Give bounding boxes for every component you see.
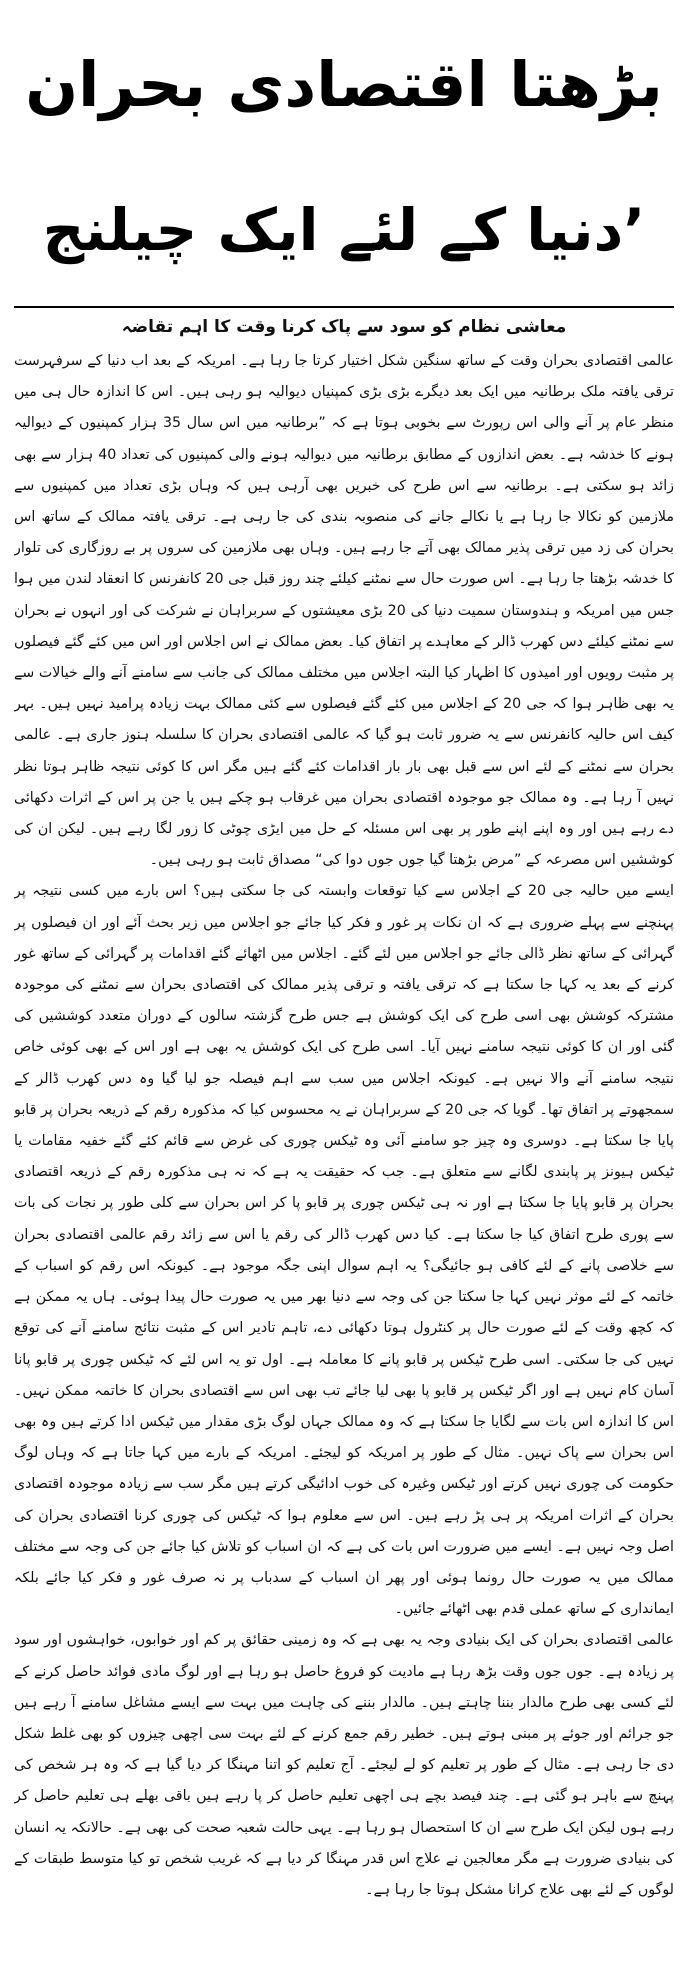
headline-line-1: بڑھتا اقتصادی بحران [25, 48, 663, 121]
article-paragraph-1: عالمی اقتصادی بحران وقت کے ساتھ سنگین شکل اختیار کرتا جا رہا ہے۔ امریکہ کے بعد اب دنیا کے سرفہرست ترقی یافتہ ملک برطانیہ میں ایک بعد دیگرے بڑی بڑی کمپنیاں دیوالیہ ہو رہی ہیں۔ اس کا اندازہ حال ہی میں منظر عام پر آنے والی اس رپورٹ سے بخوبی ہوتا ہے کہ ”برطانیہ میں اس سال 35 ہزار کمپنیوں کے دیوالیہ ہونے کا خدشہ ہے۔ بعض اندازوں کے مطابق برطانیہ میں دیوالیہ ہونے والی کمپنیوں کی تعداد 40 ہزار سے بھی زائد ہو سکتی ہے۔ برطانیہ سے اس طرح کی خبریں بھی آرہی ہیں کہ وہاں بڑی تعداد میں کمپنیوں سے ملازمین کو نکالا جا رہا ہے یا نکالے جانے کی منصوبہ بندی کی جا رہی ہے۔ ترقی یافتہ ممالک کے ساتھ اس بحران کی زد میں ترقی پذیر ممالک بھی آتے جا رہے ہیں۔ وہاں بھی ملازمین کی سروں پر بے روزگاری کی تلوار کا خدشہ بڑھتا جا رہا ہے۔ اس صورت حال سے نمٹنے کیلئے چند روز قبل جی 20 کانفرنس کا انعقاد لندن میں ہوا جس میں امریکہ و ہندوستان سمیت دنیا کی 20 بڑی معیشتوں کے سربراہان نے شرکت کی اور انہوں نے بحران سے نمٹنے کیلئے دس کھرب ڈالر کے معاہدے پر اتفاق کیا۔ بعض ممالک نے اس اجلاس اور اس میں کئے گئے فیصلوں پر مثبت رویوں اور امیدوں کا اظہار کیا البتہ اجلاس میں مختلف ممالک کی جانب سے سامنے آنے والے خیالات سے یہ بھی ظاہر ہوا کہ جی 20 کے اجلاس میں کئے گئے فیصلوں سے کئی ممالک بہت زیادہ پرامید نہیں ہیں۔ بہر کیف اس حالیہ کانفرنس سے یہ ضرور ثابت ہو گیا کہ عالمی اقتصادی بحران کا سلسلہ ہنوز جاری ہے۔ عالمی بحران سے نمٹنے کے لئے اس سے قبل بھی بار بار اقدامات کئے گئے ہیں مگر اس کا کوئی نتیجہ ظاہر ہوتا نظر نہیں آ رہا ہے۔ وہ ممالک جو موجودہ اقتصادی بحران میں غرقاب ہو چکے ہیں یا جن پر اس کے اثرات دکھائی دے رہے ہیں اور وہ اپنے اپنے طور پر بھی اس مسئلہ کے حل میں ایڑی چوٹی کا زور لگا رہے ہیں۔ لیکن ان کی کوششیں اس مصرعہ کے ”مرض بڑھتا گیا جوں جوں دوا کی“ مصداق ثابت ہو رہی ہیں۔ [14, 353, 674, 869]
article-body [14, 346, 674, 1980]
article-paragraph-2: ایسے میں حالیہ جی 20 کے اجلاس سے کیا توقعات وابستہ کی جا سکتی ہیں؟ اس بارے میں کسی نتیجہ پر پہنچنے سے پہلے ضروری ہے کہ ان نکات پر غور و فکر کیا جائے جو اجلاس میں زیر بحث آئے اور ان فیصلوں پر گہرائی کے ساتھ نظر ڈالی جائے جو اجلاس میں لئے گئے۔ اجلاس میں اٹھائے گئے اقدامات پر گہرائی کے ساتھ غور کرنے کے بعد یہ کہا جا سکتا ہے کہ ترقی یافتہ و ترقی پذیر ممالک کی اقتصادی بحران سے نمٹنے کی موجودہ مشترکہ کوشش بھی اسی طرح کی ایک کوشش ہے جس طرح گزشتہ سالوں کے دوران متعدد کوششیں کی گئی اور ان کا کوئی نتیجہ سامنے نہیں آیا۔ اسی طرح کی ایک کوشش یہ بھی ہے اور اس کے بھی کوئی خاص نتیجہ سامنے آنے والا نہیں ہے۔ کیونکہ اجلاس میں سب سے اہم فیصلہ جو لیا گیا وہ دس کھرب ڈالر کے سمجھوتے پر اتفاق تھا۔ گویا کہ جی 20 کے سربراہان نے یہ محسوس کیا کہ مذکورہ رقم کے ذریعہ بحران پر قابو پایا جا سکتا ہے۔ دوسری وہ چیز جو سامنے آئی وہ ٹیکس چوری کی غرض سے قائم کئے گئے خفیہ مقامات یا ٹیکس ہیونز پر پابندی لگانے سے متعلق ہے۔ جب کہ حقیقت یہ ہے کہ نہ ہی مذکورہ رقم کے ذریعہ اقتصادی بحران پر قابو پایا جا سکتا ہے اور نہ ہی ٹیکس چوری پر قابو پا کر اس بحران سے کلی طور پر نجات کی بات سے پوری طرح اتفاق کیا جا سکتا ہے۔ کیا دس کھرب ڈالر کی رقم یا اس سے زائد رقم عالمی اقتصادی بحران سے خلاصی پانے کے لئے کافی ہو جائیگی؟ یہ اہم سوال اپنی جگہ موجود ہے۔ کیونکہ اس رقم کو اسباب کے خاتمہ کے لئے موثر نہیں کہا جا سکتا جن کی وجہ سے دنیا بھر میں یہ صورت حال پیدا ہوئی۔ ہاں یہ ممکن ہے کہ کچھ وقت کے لئے صورت حال پر کنٹرول ہوتا دکھائی دے، تاہم تادیر اس کے مثبت نتائج سامنے آنے کی توقع نہیں کی جا سکتی۔ اسی طرح ٹیکس پر قابو پانے کا معاملہ ہے۔ اول تو یہ اس لئے کہ ٹیکس چوری پر قابو پانا آسان کام نہیں ہے اور اگر ٹیکس پر قابو پا بھی لیا جائے تب بھی اس سے اقتصادی بحران کا خاتمہ ممکن نہیں۔ اس کا اندازہ اس بات سے لگایا جا سکتا ہے کہ وہ ممالک جہاں لوگ بڑی مقدار میں ٹیکس ادا کرتے ہیں وہ بھی اس بحران سے پاک نہیں۔ مثال کے طور پر امریکہ کو لیجئے۔ امریکہ کے بارے میں کہا جاتا ہے کہ وہاں لوگ حکومت کی چوری نہیں کرتے اور ٹیکس وغیرہ کی خوب ادائیگی کرتے ہیں مگر سب سے زیادہ موجودہ اقتصادی بحران کے اثرات امریکہ پر ہی پڑ رہے ہیں۔ اس سے معلوم ہوا کہ ٹیکس کی چوری کرنا اقتصادی بحران کی اصل وجہ نہیں ہے۔ ایسے میں ضرورت اس بات کی ہے کہ ان اسباب کو تلاش کیا جائے جن کی وجہ سے مختلف ممالک میں یہ صورت حال رونما ہوئی اور پھر ان اسباب کے سدباب پر نہ صرف غور و فکر کیا جائے بلکہ ایمانداری کے ساتھ عملی قدم بھی اٹھائے جائیں۔ [14, 883, 674, 1618]
headline-divider [14, 306, 674, 308]
subheadline: معاشی نظام کو سود سے پاک کرنا وقت کا اہم تقاضہ [121, 317, 567, 337]
article-paragraph-3: عالمی اقتصادی بحران کی ایک بنیادی وجہ یہ بھی ہے کہ وہ زمینی حقائق پر کم اور خوابوں، خواہشوں اور سود پر زیادہ ہے۔ جوں جوں وقت بڑھ رہا ہے مادیت کو فروغ حاصل ہو رہا ہے اور لوگ مادی فوائد حاصل کرنے کے لئے کسی بھی طرح مالدار بننا چاہتے ہیں۔ مالدار بننے کی چاہت میں بہت سے ایسے مشاغل سامنے آ رہے ہیں جو جرائم اور جوئے پر مبنی ہوتے ہیں۔ خطیر رقم جمع کرنے کے لئے بہت سی اچھی چیزوں کو بھی غلط شکل دی جا رہی ہے۔ مثال کے طور پر تعلیم کو لے لیجئے۔ آج تعلیم کو اتنا مہنگا کر دیا گیا ہے کہ وہ ہر شخص کی پہنچ سے باہر ہو گئی ہے۔ چند فیصد بچے ہی اچھی تعلیم حاصل کر پا رہے ہیں باقی بھلے ہی تعلیم حاصل کر رہے ہوں لیکن ایک طرح سے ان کا استحصال ہو رہا ہے۔ یہی حالت شعبہ صحت کی بھی ہے۔ حالانکہ یہ انسان کی بنیادی ضرورت ہے مگر معالجین نے علاج اس قدر مہنگا کر دیا ہے کہ غریب شخص تو کیا متوسط طبقات کے لوگوں کے لئے بھی علاج کرانا مشکل ہوتا جا رہا ہے۔ [14, 1632, 674, 1898]
headline-line-2: ’دنیا کے لئے ایک چیلنج [42, 196, 646, 264]
